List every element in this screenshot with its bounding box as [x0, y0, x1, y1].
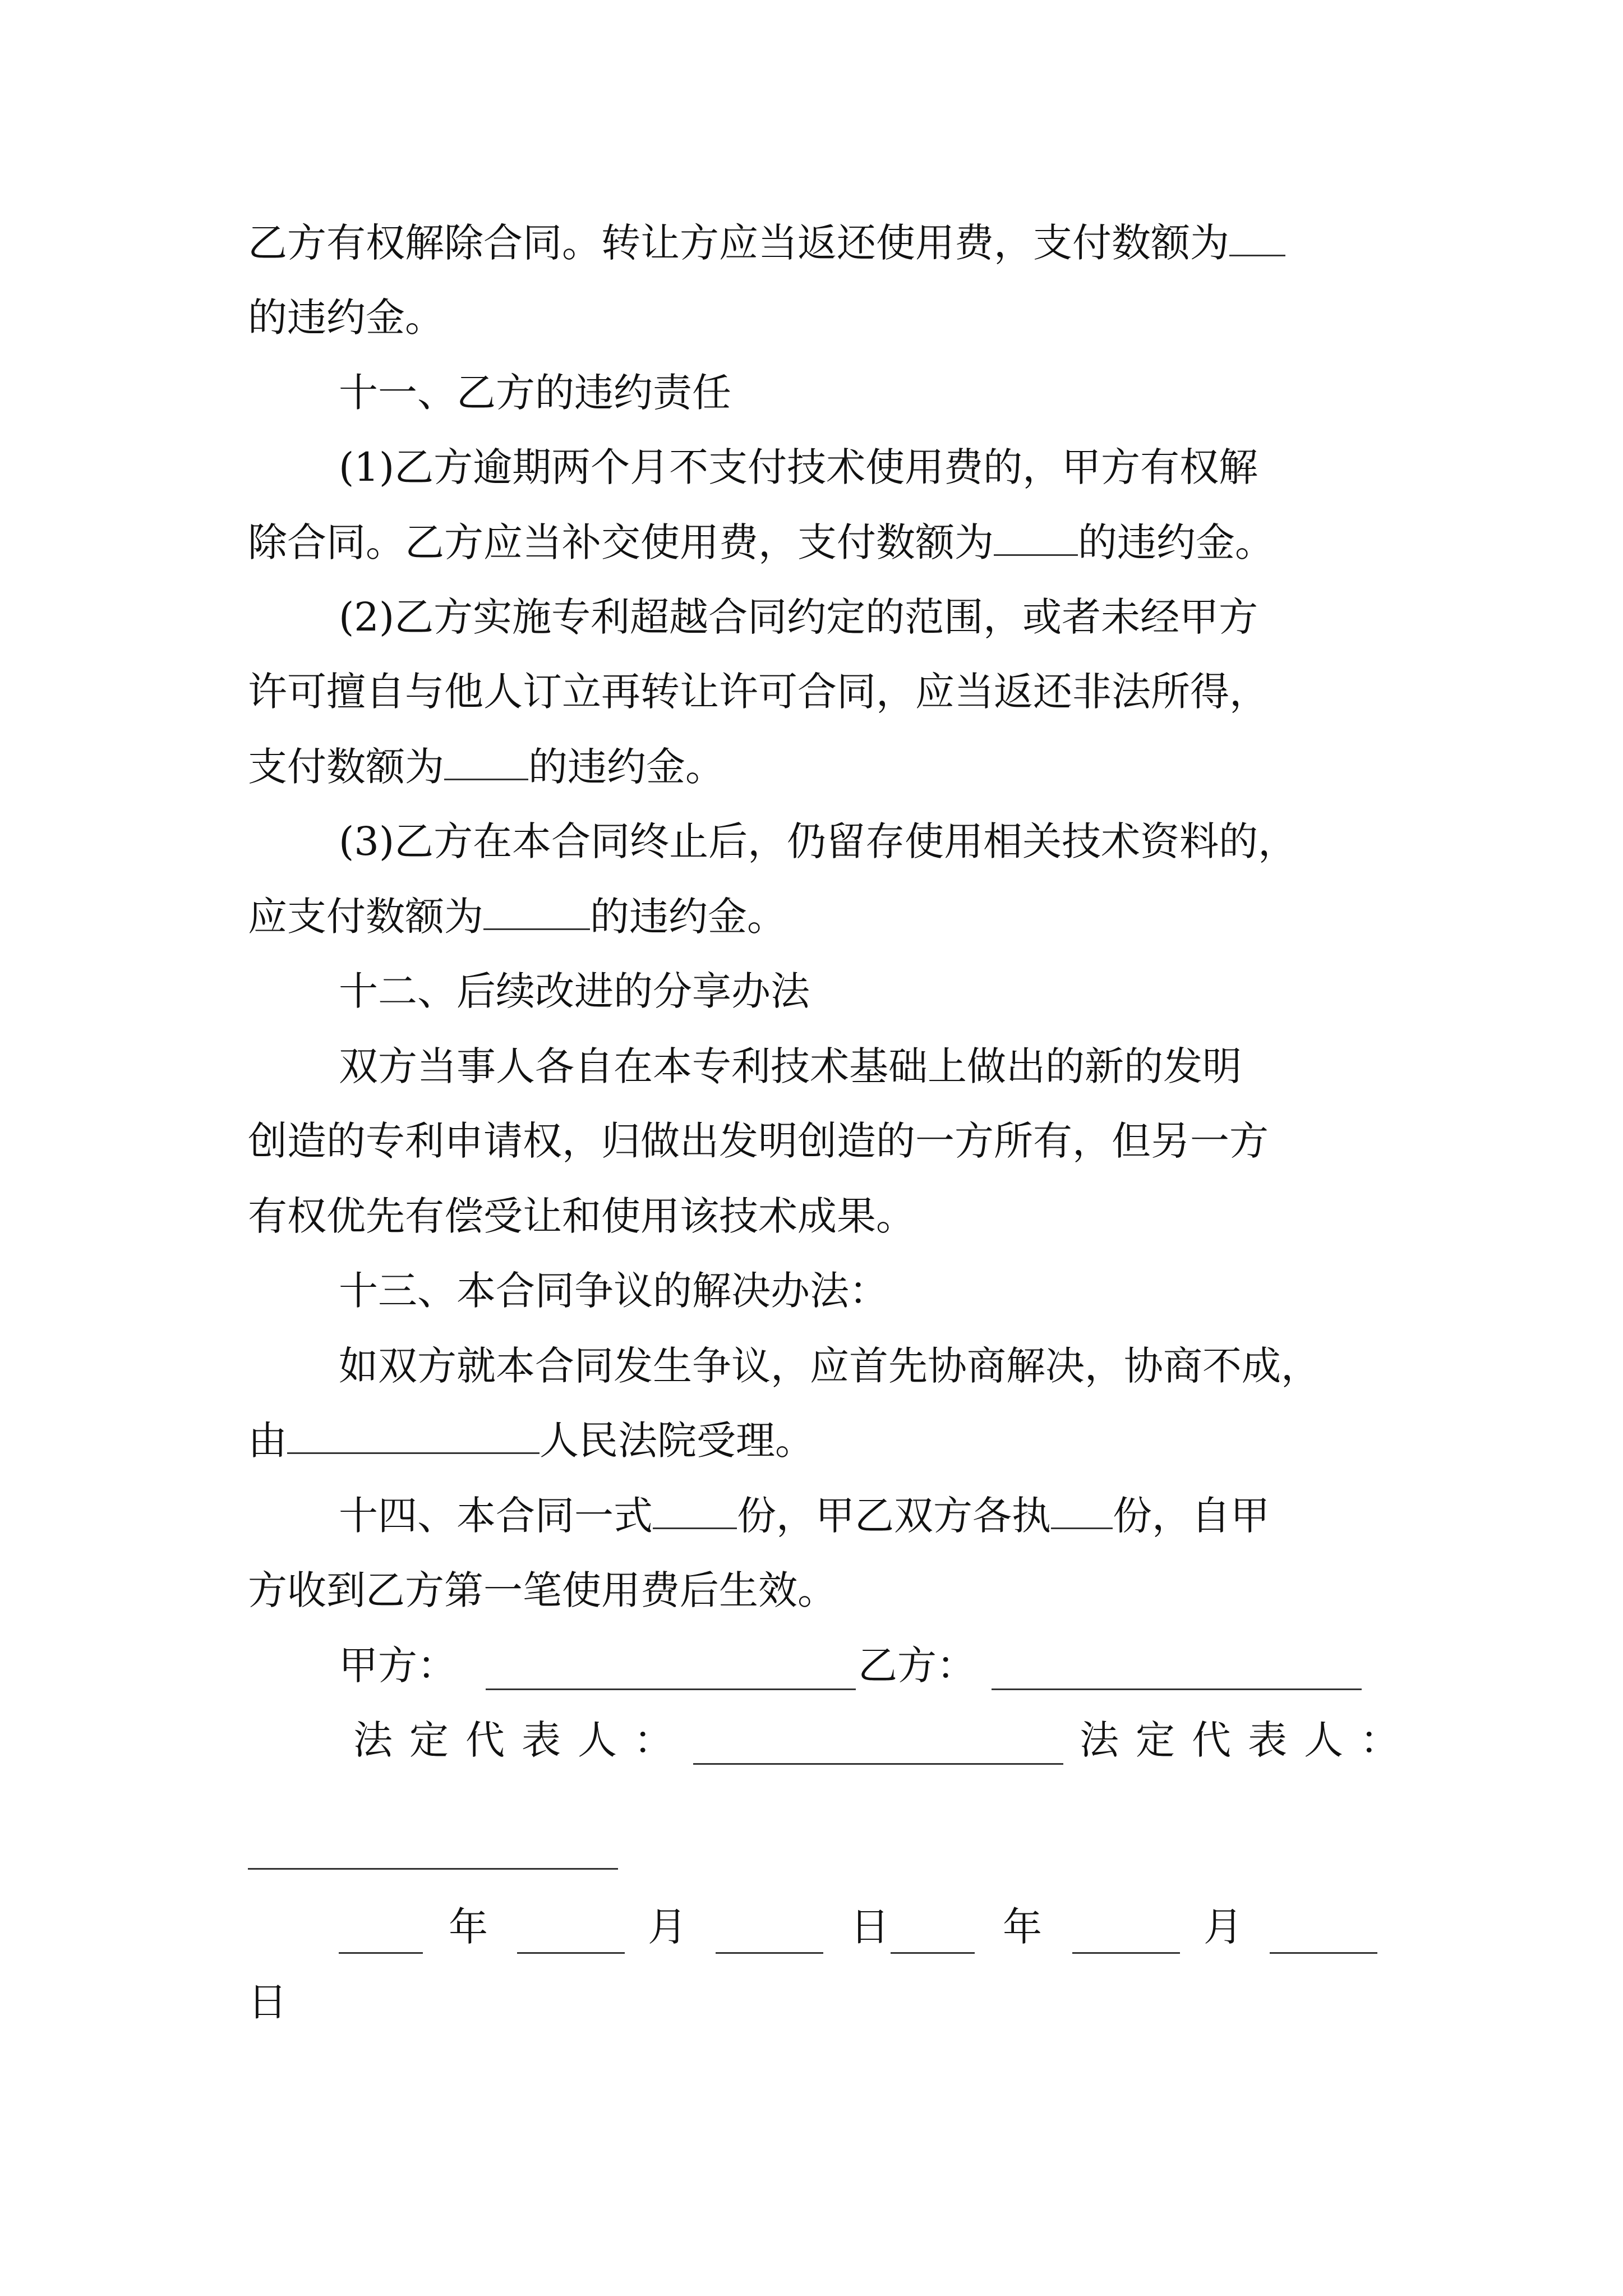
fill-in-blank[interactable] [994, 523, 1078, 556]
year-label: 年 [449, 1904, 488, 1950]
text: 的违约金。 [528, 744, 725, 790]
section-heading: 十一、乙方的违约责任 [339, 370, 731, 416]
text: 份，自甲 [1113, 1493, 1270, 1539]
copies-blank[interactable] [653, 1496, 737, 1529]
section-heading: 十二、后续改进的分享办法 [339, 968, 810, 1014]
clause-line: (3)乙方在本合同终止后，仍留存使用相关技术资料的， [339, 818, 1298, 864]
text: 人民法院受理。 [540, 1418, 814, 1464]
fill-in-blank[interactable] [483, 897, 590, 930]
paragraph-line: 创造的专利申请权，归做出发明创造的一方所有，但另一方 [248, 1118, 1269, 1164]
party-b-signature-line[interactable] [992, 1688, 1362, 1690]
clause-line: (1)乙方逾期两个月不支付技术使用费的，甲方有权解 [339, 444, 1258, 490]
day-label: 日 [248, 1979, 287, 2025]
day-b-blank[interactable] [1270, 1952, 1377, 1954]
clause-line: (2)乙方实施专利超越合同约定的范围，或者未经甲方 [339, 594, 1258, 640]
month-label: 月 [648, 1904, 687, 1950]
text: 由 [248, 1418, 287, 1464]
text: 支付数额为 [248, 744, 444, 790]
text: 的违约金。 [248, 295, 444, 341]
text: 应支付数额为 [248, 894, 483, 940]
clause-line [248, 891, 786, 942]
text: 十四、本合同一式 [339, 1493, 653, 1539]
section-heading: 十三、本合同争议的解决办法： [339, 1268, 888, 1314]
paragraph-line: 双方当事人各自在本专利技术基础上做出的新的发明 [339, 1043, 1242, 1089]
rep-b-label: 法定代表人： [1080, 1717, 1416, 1763]
fill-in-blank[interactable] [444, 747, 528, 780]
month-b-blank[interactable] [1072, 1952, 1180, 1954]
fill-in-blank[interactable] [1229, 223, 1285, 256]
month-label: 月 [1204, 1904, 1243, 1950]
paragraph-line: 有权优先有偿受让和使用该技术成果。 [248, 1193, 915, 1239]
text: 除合同。乙方应当补交使用费，支付数额为 [248, 519, 994, 565]
clause-line [248, 742, 725, 792]
party-a-label: 甲方： [339, 1642, 457, 1688]
month-a-blank[interactable] [517, 1952, 625, 1954]
rep-b-signature-line[interactable] [248, 1868, 618, 1870]
party-a-signature-line[interactable] [486, 1688, 856, 1690]
copies-each-blank[interactable] [1051, 1496, 1113, 1529]
day-label: 日 [850, 1904, 889, 1950]
paragraph-line: 如双方就本合同发生争议，应首先协商解决，协商不成， [339, 1343, 1320, 1389]
year-a-blank[interactable] [339, 1952, 423, 1954]
text: 乙方有权解除合同。转让方应当返还使用费，支付数额为 [248, 220, 1229, 266]
year-label: 年 [1003, 1904, 1042, 1950]
section-heading [339, 1490, 1270, 1541]
clause-line: 许可擅自与他人订立再转让许可合同，应当返还非法所得， [248, 669, 1269, 715]
rep-a-label: 法定代表人： [353, 1717, 690, 1763]
text: 的违约金。 [590, 894, 786, 940]
paragraph-line: 方收到乙方第一笔使用费后生效。 [248, 1567, 837, 1613]
day-a-blank[interactable] [716, 1952, 823, 1954]
year-b-blank[interactable] [891, 1952, 975, 1954]
clause-line [248, 517, 1274, 568]
court-blank[interactable] [287, 1421, 540, 1454]
rep-a-signature-line[interactable] [693, 1763, 1063, 1765]
paragraph-line [248, 1415, 814, 1466]
text: 份，甲乙双方各执 [737, 1493, 1051, 1539]
text: 的违约金。 [1078, 519, 1274, 565]
party-b-label: 乙方： [858, 1642, 976, 1688]
paragraph-line [248, 292, 444, 343]
paragraph-line [248, 218, 1285, 268]
